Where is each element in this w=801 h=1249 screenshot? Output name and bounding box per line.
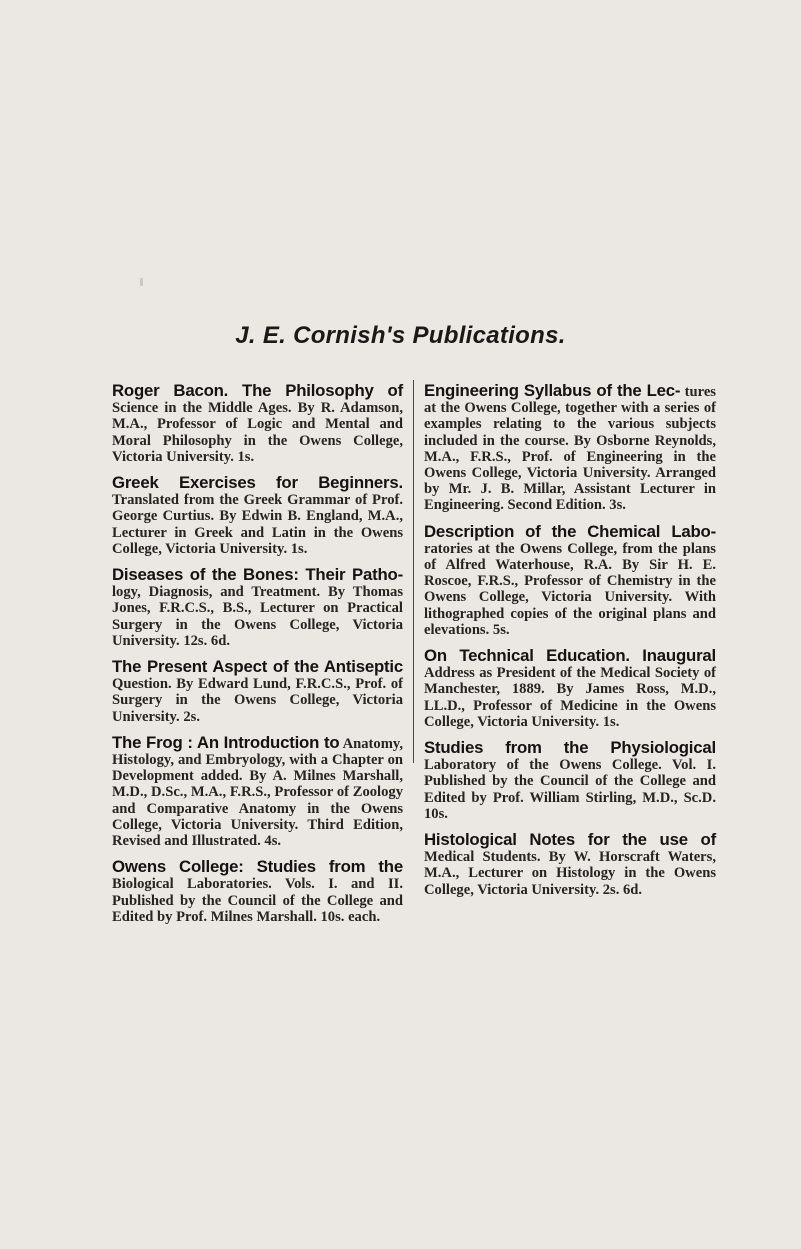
catalog-entry-technical-education bbox=[424, 648, 716, 730]
right-column bbox=[424, 383, 716, 908]
entry-body: logy, Diagnosis, and Treatment. By Thomas Jones, F.R.C.S., B.S., Lecturer on Practical Surgery in the Owens College, Victoria University. 12s. 6d. bbox=[112, 584, 403, 649]
entry-body: Anatomy, Histology, and Embryology, with a Chapter on Development added. By A. Milnes Marshall, M.D., D.Sc., M.A., F.R.S., Professor of Zoology and Comparative Anatomy in the Owens College, Victoria University. Third Edition, Revised and Illustrated. 4s. bbox=[112, 735, 404, 850]
entry-body: Laboratory of the Owens College. Vol. I. Published by the Council of the College and Edited by Prof. William Stirling, M.D., Sc.D. 10s. bbox=[424, 757, 716, 822]
catalog-entry-the-frog bbox=[112, 732, 404, 850]
entry-heading: The Present Aspect of the Antiseptic bbox=[112, 657, 403, 677]
entry-heading: On Technical Education. Inaugural bbox=[424, 646, 716, 666]
entry-body: tures at the Owens College, together with a series of examples relating to the various subjects included in the course. By Osborne Reynolds, M.A., F.R.S., Prof. of Engineering in the Owens College, Victoria University. Arranged by Mr. J. B. Millar, Assistant Lecturer in Engineering. Second Edition. 3s. bbox=[424, 384, 716, 514]
catalog-entry-physiological-laboratory bbox=[424, 740, 716, 822]
entry-heading: Description of the Chemical Labo- bbox=[424, 521, 716, 541]
catalog-entry-greek-exercises bbox=[112, 475, 403, 557]
catalog-entry-engineering-syllabus bbox=[424, 383, 716, 514]
entry-heading: Greek Exercises for Beginners. bbox=[112, 473, 403, 493]
catalog-entry-antiseptic-question bbox=[112, 659, 403, 725]
entry-body: Question. By Edward Lund, F.R.C.S., Prof. of Surgery in the Owens College, Victoria University. 2s. bbox=[112, 676, 403, 725]
catalog-entry-biological-laboratories bbox=[112, 859, 403, 925]
catalog-entry-roger-bacon bbox=[112, 383, 403, 465]
catalog-entry-histological-notes bbox=[424, 832, 716, 898]
entry-heading: Roger Bacon. The Philosophy of bbox=[112, 381, 403, 400]
left-column bbox=[112, 383, 403, 935]
page-title: J. E. Cornish's Publications. bbox=[235, 322, 566, 349]
entry-body: Science in the Middle Ages. By R. Adamson, M.A., Professor of Logic and Mental and Moral Philosophy in the Owens College, Victoria University. 1s. bbox=[112, 400, 403, 465]
entry-heading: Studies from the Physiological bbox=[424, 738, 716, 758]
entry-body: Address as President of the Medical Society of Manchester, 1889. By James Ross, M.D., LL.D., Professor of Medicine in the Owens College, Victoria University. 1s. bbox=[424, 665, 716, 730]
catalog-entry-chemical-laboratories bbox=[424, 521, 716, 638]
entry-heading: Owens College: Studies from the bbox=[112, 857, 403, 877]
entry-body: ratories at the Owens College, from the plans of Alfred Waterhouse, R.A. By Sir H. E. Roscoe, F.R.S., Professor of Chemistry in the Owens College, Victoria University. With lithographed copies of the original plans and elevations. 5s. bbox=[424, 540, 716, 638]
entry-body: Biological Laboratories. Vols. I. and II. Published by the Council of the College and Edited by Prof. Milnes Marshall. 10s. each. bbox=[112, 876, 403, 925]
column-divider bbox=[413, 380, 414, 763]
paper-speck bbox=[140, 278, 143, 286]
entry-body: Translated from the Greek Grammar of Prof. George Curtius. By Edwin B. England, M.A., Lecturer in Greek and Latin in the Owens College, Victoria University. 1s. bbox=[112, 492, 403, 557]
entry-heading: Diseases of the Bones: Their Patho- bbox=[112, 565, 403, 585]
entry-body: Medical Students. By W. Horscraft Waters, M.A., Lecturer on Histology in the Owens College, Victoria University. 2s. 6d. bbox=[424, 849, 716, 898]
entry-heading: Engineering Syllabus of the Lec- bbox=[424, 381, 681, 400]
entry-heading: The Frog : An Introduction to bbox=[112, 732, 340, 752]
catalog-entry-diseases-of-bones bbox=[112, 567, 403, 649]
entry-heading: Histological Notes for the use of bbox=[424, 830, 716, 850]
